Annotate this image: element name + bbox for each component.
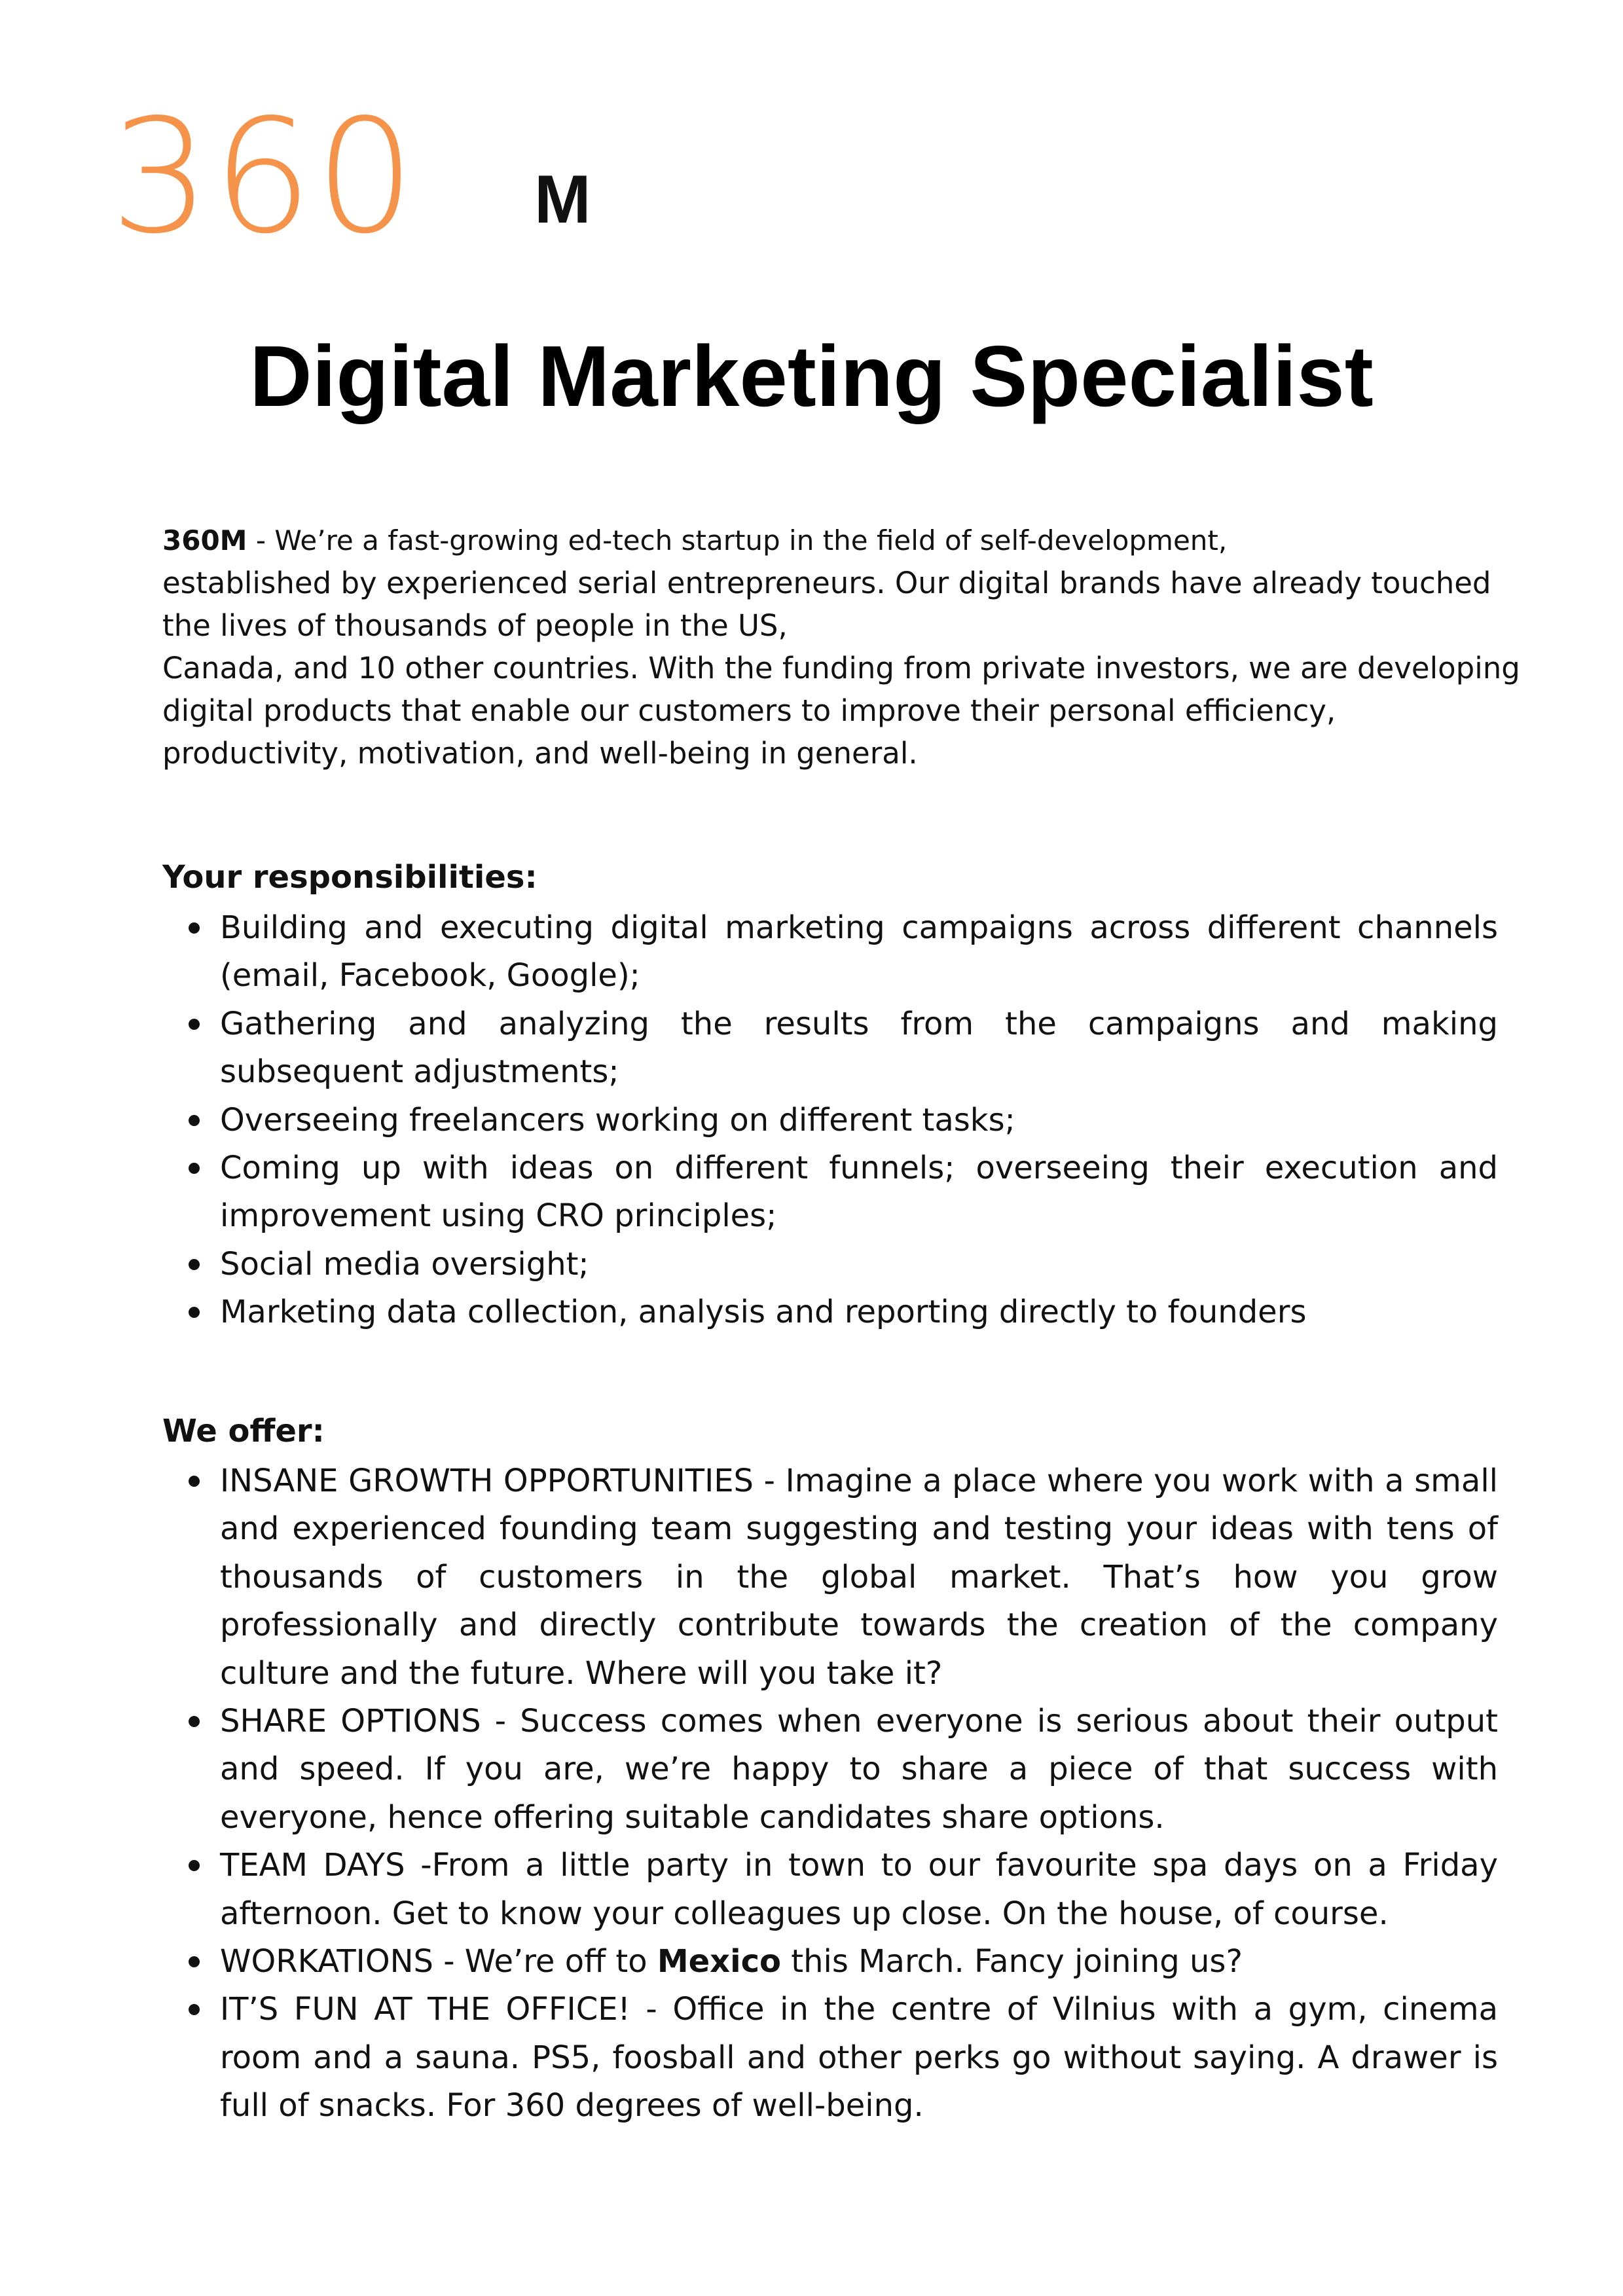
bullet-icon: [189, 1019, 200, 1030]
destination: Mexico: [657, 1943, 782, 1980]
company-intro: [162, 519, 1520, 774]
intro-line-5: digital products that enable our customers to improve their personal efficiency,: [162, 693, 1336, 728]
list-item: Building and executing digital marketing campaigns across different channels (email, Facebook, Google);: [162, 904, 1498, 1000]
bullet-icon: [189, 1476, 200, 1487]
intro-line-3: the lives of thousands of people in the US,: [162, 608, 788, 643]
logo-letter: M: [534, 162, 591, 238]
intro-line-6: productivity, motivation, and well-being in general.: [162, 736, 918, 771]
bullet-icon: [189, 1860, 200, 1871]
offer-heading: We offer:: [162, 1413, 325, 1449]
list-item: SHARE OPTIONS - Success comes when everyone is serious about their output and speed. If you are, we’re happy to share a piece of that success with everyone, hence offering suitable candidates share options.: [162, 1698, 1498, 1842]
responsibilities-heading: Your responsibilities:: [162, 859, 538, 896]
list-item: Overseeing freelancers working on different tasks;: [162, 1097, 1498, 1144]
intro-line-4: Canada, and 10 other countries. With the funding from private investors, we are developing: [162, 651, 1520, 685]
company-name: 360M: [162, 524, 247, 556]
logo-digits: 360: [110, 85, 418, 268]
list-item: Gathering and analyzing the results from the campaigns and making subsequent adjustments;: [162, 1000, 1498, 1097]
bullet-icon: [189, 1716, 200, 1727]
list-item: IT’S FUN AT THE OFFICE! - Office in the centre of Vilnius with a gym, cinema room and a sauna. PS5, foosball and other perks go without saying. A drawer is full of snacks. For 360 degrees of well-being.: [162, 1986, 1498, 2130]
list-item: WORKATIONS - We’re off to Mexico this March. Fancy joining us?: [162, 1938, 1498, 1986]
bullet-icon: [189, 2004, 200, 2015]
offer-list: [162, 1457, 1498, 2130]
list-item: INSANE GROWTH OPPORTUNITIES - Imagine a place where you work with a small and experienced founding team suggesting and testing your ideas with tens of thousands of customers in the global market. That’s how you grow professionally and directly contribute towards the creation of the company culture and the future. Where will you take it?: [162, 1457, 1498, 1698]
intro-line-2: established by experienced serial entrepreneurs. Our digital brands have already touched: [162, 566, 1491, 600]
bullet-icon: [189, 1307, 200, 1318]
intro-line-1: 360M - We’re a fast-growing ed-tech startup in the field of self-development,: [162, 524, 1228, 556]
bullet-icon: [189, 1259, 200, 1270]
page-title: Digital Marketing Specialist: [249, 328, 1374, 424]
list-item: Coming up with ideas on different funnels; overseeing their execution and improvement using CRO principles;: [162, 1144, 1498, 1241]
bullet-icon: [189, 922, 200, 934]
list-item: Social media oversight;: [162, 1241, 1498, 1288]
list-item: TEAM DAYS -From a little party in town to our favourite spa days on a Friday afternoon. Get to know your colleagues up close. On the house, of course.: [162, 1842, 1498, 1938]
responsibilities-list: [162, 904, 1498, 1337]
list-item: Marketing data collection, analysis and reporting directly to founders: [162, 1288, 1498, 1336]
bullet-icon: [189, 1163, 200, 1174]
bullet-icon: [189, 1956, 200, 1967]
bullet-icon: [189, 1115, 200, 1126]
